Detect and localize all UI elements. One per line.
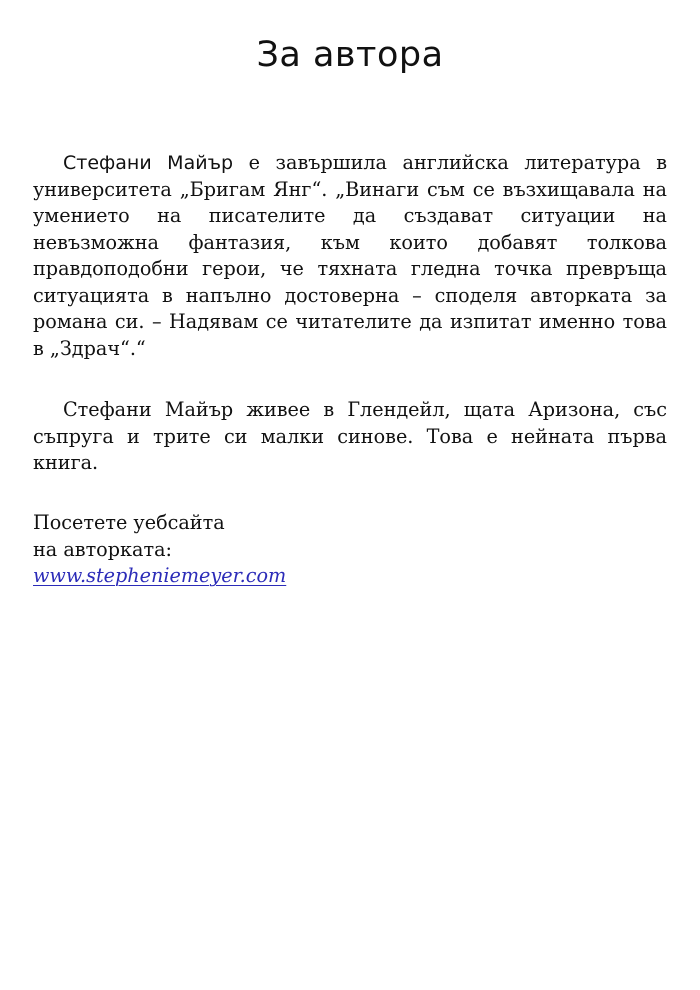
- website-block: [33, 510, 667, 590]
- author-name: Стефани Майър: [63, 152, 234, 174]
- author-website-link[interactable]: www.stepheniemeyer.com: [33, 564, 287, 587]
- bio-text: е завършила английска литература в университета „Бригам Янг“. „Винаги съм се възхищавала на умението на писателите да създават ситуации на невъзможна фантазия, към които добавят толкова правдоподобни герои, че тяхната гледна точка превръща ситуацията в напълно достоверна – споделя авторката за романа си. – Надявам се читателите да изпитат именно това в „Здрач“.“: [33, 151, 667, 360]
- visit-line-2: на авторката:: [33, 537, 172, 561]
- page-title: За автора: [256, 35, 444, 75]
- visit-line-1: Посетете уебсайта: [33, 511, 225, 534]
- bio-paragraph: [33, 150, 667, 362]
- residence-paragraph: Стефани Майър живее в Глендейл, щата Аризона, със съпруга и трите си малки синове. Това е нейната първа книга.: [33, 398, 667, 474]
